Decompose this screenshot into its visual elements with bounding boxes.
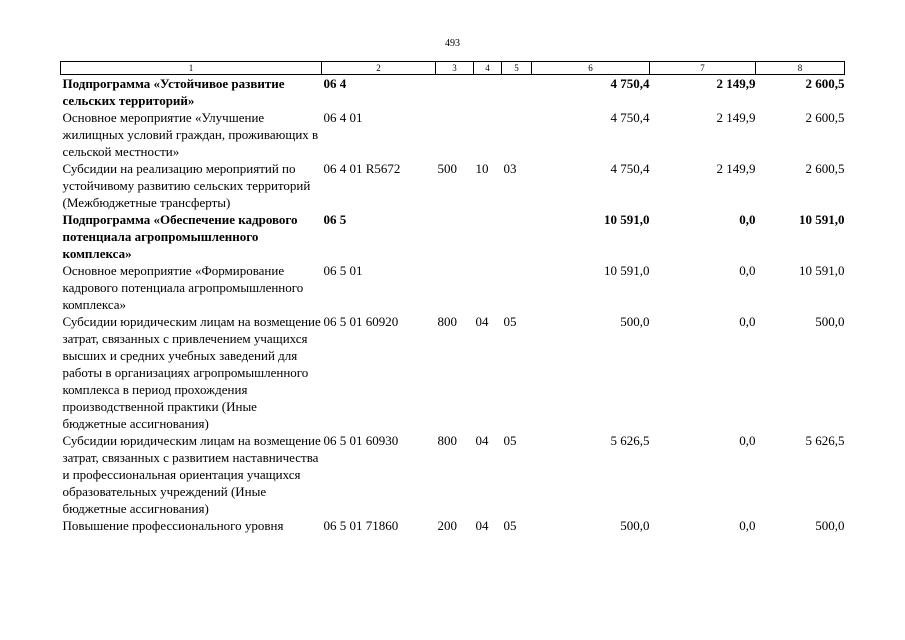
row-value-7: 2 149,9 — [716, 76, 756, 91]
table-header — [61, 62, 845, 75]
row-col4: 10 — [475, 161, 489, 176]
column-header-3: 3 — [436, 62, 474, 75]
table-row — [61, 517, 845, 534]
row-code: 06 4 01 R5672 — [323, 161, 401, 176]
page-number: 493 — [445, 38, 460, 49]
column-header-7: 7 — [650, 62, 756, 75]
row-value-8: 5 626,5 — [805, 433, 845, 448]
row-value-6: 500,0 — [620, 314, 650, 329]
row-col5: 05 — [503, 314, 517, 329]
row-name: Субсидии на реализацию мероприятий по устойчивому развитию сельских территорий (Межбюджетные трансферты) — [62, 161, 311, 210]
row-col5 — [502, 75, 532, 110]
row-code: 06 5 01 60930 — [323, 433, 399, 448]
row-name: Основное мероприятие «Формирование кадрового потенциала агропромышленного комплекса» — [62, 263, 304, 312]
row-name: Повышение профессионального уровня — [62, 518, 284, 533]
row-col5 — [502, 211, 532, 262]
row-col4 — [474, 262, 502, 313]
row-col4: 04 — [475, 314, 489, 329]
row-value-8: 2 600,5 — [805, 76, 845, 91]
row-value-7: 0,0 — [739, 263, 756, 278]
table-row — [61, 75, 845, 110]
row-col3 — [436, 262, 474, 313]
row-col4 — [474, 75, 502, 110]
table-row — [61, 313, 845, 432]
row-col3: 200 — [437, 518, 457, 533]
row-value-8: 500,0 — [815, 314, 845, 329]
row-col3 — [436, 75, 474, 110]
table-row — [61, 211, 845, 262]
table-row — [61, 262, 845, 313]
table-row — [61, 160, 845, 211]
table-body — [61, 75, 845, 535]
column-header-5: 5 — [502, 62, 532, 75]
row-value-8: 500,0 — [815, 518, 845, 533]
row-value-7: 0,0 — [739, 212, 756, 227]
row-value-6: 500,0 — [620, 518, 650, 533]
row-code: 06 5 01 — [323, 263, 363, 278]
table-row — [61, 109, 845, 160]
row-col5 — [502, 109, 532, 160]
row-value-6: 4 750,4 — [610, 161, 650, 176]
table-row — [61, 432, 845, 517]
row-col4 — [474, 211, 502, 262]
row-code: 06 4 — [323, 76, 347, 91]
row-col3 — [436, 109, 474, 160]
row-value-6: 4 750,4 — [610, 76, 650, 91]
row-name: Субсидии юридическим лицам на возмещение затрат, связанных с развитием наставничества и профессиональная ориентация учащихся образовательных учреждений (Иные бюджетные ассигнования) — [62, 433, 321, 516]
budget-table — [60, 61, 845, 534]
column-header-4: 4 — [474, 62, 502, 75]
row-col5: 03 — [503, 161, 517, 176]
header-row — [61, 62, 845, 75]
row-name: Субсидии юридическим лицам на возмещение затрат, связанных с привлечением учащихся высших и средних учебных заведений для работы в организациях агропромышленного комплекса в период прохождения производственной практики (Иные бюджетные ассигнования) — [62, 314, 321, 431]
row-value-8: 2 600,5 — [805, 110, 845, 125]
column-header-8: 8 — [756, 62, 845, 75]
row-col5: 05 — [503, 518, 517, 533]
row-value-8: 2 600,5 — [805, 161, 845, 176]
row-value-7: 2 149,9 — [716, 110, 756, 125]
column-header-2: 2 — [322, 62, 436, 75]
row-value-8: 10 591,0 — [799, 263, 845, 278]
row-code: 06 5 01 60920 — [323, 314, 399, 329]
row-col3: 800 — [437, 433, 457, 448]
row-value-7: 0,0 — [739, 314, 756, 329]
row-name: Основное мероприятие «Улучшение жилищных условий граждан, проживающих в сельской местности» — [62, 110, 319, 159]
row-value-6: 10 591,0 — [604, 263, 650, 278]
row-value-8: 10 591,0 — [799, 212, 845, 227]
row-col3 — [436, 211, 474, 262]
column-header-1: 1 — [61, 62, 322, 75]
row-value-6: 10 591,0 — [604, 212, 650, 227]
row-code: 06 5 01 71860 — [323, 518, 399, 533]
row-col3: 800 — [437, 314, 457, 329]
column-header-6: 6 — [532, 62, 650, 75]
row-name: Подпрограмма «Обеспечение кадрового потенциала агропромышленного комплекса» — [62, 212, 298, 261]
row-value-7: 0,0 — [739, 518, 756, 533]
row-col4: 04 — [475, 433, 489, 448]
row-col5: 05 — [503, 433, 517, 448]
row-col5 — [502, 262, 532, 313]
row-col4 — [474, 109, 502, 160]
row-col3: 500 — [437, 161, 457, 176]
row-col4: 04 — [475, 518, 489, 533]
row-code: 06 4 01 — [323, 110, 363, 125]
row-value-6: 4 750,4 — [610, 110, 650, 125]
row-value-7: 2 149,9 — [716, 161, 756, 176]
row-name: Подпрограмма «Устойчивое развитие сельских территорий» — [62, 76, 285, 108]
row-value-6: 5 626,5 — [610, 433, 650, 448]
row-code: 06 5 — [323, 212, 347, 227]
row-value-7: 0,0 — [739, 433, 756, 448]
